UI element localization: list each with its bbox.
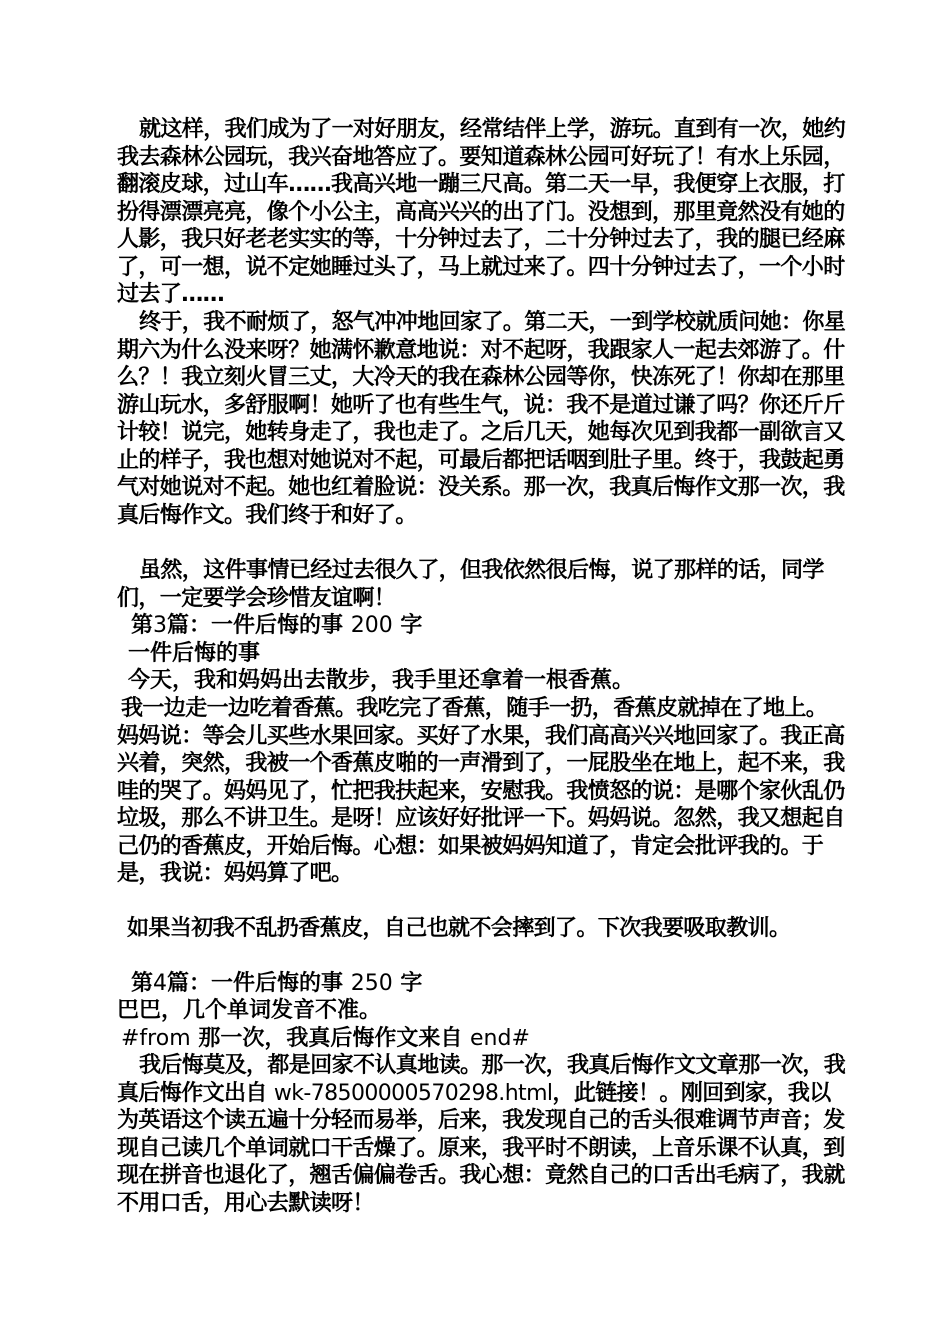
- section-3-number: 3: [153, 613, 168, 638]
- section-3-unit: 字: [400, 613, 423, 638]
- source-marker-end: end#: [470, 1026, 530, 1051]
- paragraph-7: 巴巴，几个单词发音不准。: [117, 998, 382, 1023]
- section-3-count: 200: [350, 613, 393, 638]
- paragraph-1: 就这样，我们成为了一对好朋友，经常结伴上学，游玩。直到有一次，她约我去森林公园玩，我兴奋地答应了。要知道森林公园可好玩了！有水上乐园，翻滚皮球，过山车……我高兴地一蹦三尺高。第二天一早，我便穿上衣服，打扮得漂漂亮亮，像个小公主，高高兴兴的出了门。没想到，那里竟然没有她的人影，我只好老老实实的等，十分钟过去了，二十分钟过去了，我的腿已经麻了，可一想，说不定她睡过头了，马上就过来了。四十分钟过去了，一个小时过去了……: [117, 117, 846, 307]
- paragraph-2: 终于，我不耐烦了，怒气冲冲地回家了。第二天，一到学校就质问她：你星期六为什么没来呀？她满怀歉意地说：对不起呀，我跟家人一起去郊游了。什么？！我立刻火冒三丈，大冷天的我在森林公园等你，快冻死了！你却在那里游山玩水，多舒服啊！她听了也有些生气，说：我不是道过谦了吗？你还斤斤计较！说完，她转身走了，我也走了。之后几天，她每次见到我都一副欲言又止的样子，我也想对她说对不起，可最后都把话咽到肚子里。终于，我鼓起勇气对她说对不起。她也红着脸说：没关系。那一次，我真后悔作文那一次，我真后悔作文。我们终于和好了。: [117, 310, 846, 528]
- section-3-heading: [131, 612, 422, 640]
- paragraph-8: [117, 1052, 847, 1217]
- paragraph-8-body: ，此链接！。刚回到家，我以为英语这个读五遍十分轻而易举，后来，我发现自己的舌头很难调节声音；发现自己读几个单词就口干舌燥了。原来，我平时不朗读，上音乐课不认真，到现在拼音也退化了，翘舌偏偏卷舌。我心想：竟然自己的口舌出毛病了，我就不用口舌，用心去默读呀！: [117, 1080, 845, 1216]
- paragraph-6: 如果当初我不乱扔香蕉皮，自己也就不会摔到了。下次我要吸取教训。: [127, 916, 791, 941]
- paragraph-4: 今天，我和妈妈出去散步，我手里还拿着一根香蕉。: [128, 668, 635, 693]
- section-4-unit: 字: [400, 971, 423, 996]
- section-4-label: 第: [131, 971, 154, 996]
- source-marker-text: 那一次，我真后悔作文来自: [198, 1026, 463, 1051]
- section-3-subtitle: 一件后悔的事: [128, 641, 261, 666]
- source-link[interactable]: wk-78500000570298.html: [273, 1080, 553, 1106]
- paragraph-5: 我一边走一边吃着香蕉。我吃完了香蕉，随手一扔，香蕉皮就掉在了地上。妈妈说：等会儿买些水果回家。买好了水果，我们高高兴兴地回家了。我正高兴着，突然，我被一个香蕉皮啪的一声滑到了，一屁股坐在地上，起不来，我哇的哭了。妈妈见了，忙把我扶起来，安慰我。我愤怒的说：是哪个家伙乱仍垃圾，那么不讲卫生。是呀！应该好好批评一下。妈妈说。忽然，我又想起自己仍的香蕉皮，开始后悔。心想：如果被妈妈知道了，肯定会批评我的。于是，我说：妈妈算了吧。: [117, 696, 845, 886]
- paragraph-3: 虽然，这件事情已经过去很久了，但我依然很后悔，说了那样的话，同学们，一定要学会珍惜友谊啊！: [117, 558, 824, 611]
- section-4-count: 250: [350, 971, 393, 996]
- section-4-title: 篇：一件后悔的事: [167, 971, 344, 996]
- paragraph-8-lead: 我后悔莫及，都是回家不认真地读。那一次，我真后悔作文文章那一次，我真后悔作文出自: [117, 1053, 846, 1106]
- section-3-title: 篇：一件后悔的事: [167, 613, 344, 638]
- section-4-heading: [131, 970, 422, 998]
- section-3-label: 第: [131, 613, 154, 638]
- source-marker: [121, 1025, 530, 1053]
- section-4-number: 4: [153, 971, 168, 996]
- source-marker-start: #from: [121, 1026, 191, 1051]
